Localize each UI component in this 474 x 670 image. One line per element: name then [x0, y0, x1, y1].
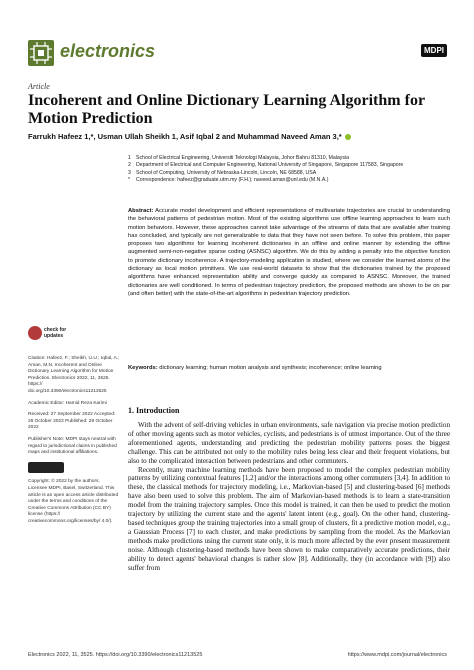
author-list [28, 132, 448, 141]
journal-logo [28, 40, 54, 66]
introduction-body [128, 421, 450, 572]
keywords [128, 364, 450, 372]
keywords-label: Keywords: [128, 365, 158, 371]
publication-dates: Received: 27 September 2022 Accepted: 26 October 2022 Published: 29 October 2022 [28, 412, 116, 431]
keywords-text: dictionary learning; human motion analysis and synthesis; incoherence; online learning [159, 365, 382, 371]
copyright: Copyright: © 2022 by the authors. Licensee MDPI, Basel, Switzerland. This article is an open access article distributed under the terms and conditions of the Creative Commons Attribution (CC BY) license (https:// creativecommons.org/licenses/by/ 4.0/). [28, 479, 119, 524]
publisher-note: Publisher's Note: MDPI stays neutral with regard to jurisdictional claims in published maps and institutional affiliations. [28, 436, 117, 456]
authors-text: Farrukh Hafeez 1,*, Usman Ullah Sheikh 1, Asif Iqbal 2 and Muhammad Naveed Aman 3,* [28, 132, 342, 141]
publisher-logo: MDPI [421, 44, 447, 57]
sidebar [28, 356, 120, 530]
section-heading: 1. Introduction [128, 406, 180, 415]
paper-title: Incoherent and Online Dictionary Learning Algorithm for Motion Prediction [28, 92, 425, 127]
abstract-label: Abstract: [128, 208, 154, 214]
citation: Citation: Hafeez, F.; Sheikh, U.U.; Iqbal, A.; Aman, M.N. Incoherent and Online Dictionary Learning Algorithm for Motion Prediction. Electronics 2022, 11, 3525. https:// doi.org/10.3390/electronics11213525 [28, 356, 120, 394]
affiliation-item: 1 School of Electrical Engineering, Universiti Teknologi Malaysia, Johor Bahru 81310, Malaysia [128, 155, 349, 161]
footer-citation: Electronics 2022, 11, 3525. https://doi.org/10.3390/electronics11213525 [28, 652, 203, 658]
check-updates-badge[interactable] [28, 326, 78, 352]
academic-editor: Academic Editor: Hamid Reza Karimi [28, 400, 107, 406]
affiliation-item: 2 Department of Electrical and Computer Engineering, National University of Singapore, Singapore 117583, Singapore [128, 162, 404, 169]
footer-link[interactable]: https://www.mdpi.com/journal/electronics [347, 652, 447, 658]
affiliation-item: * Correspondence: hafeez@graduate.utm.my (F.H.); naveed.aman@unl.edu (M.N.A.) [128, 177, 329, 184]
cc-by-icon[interactable] [28, 462, 64, 473]
circuit-icon [28, 40, 54, 66]
orcid-icon[interactable] [345, 134, 351, 140]
check-updates-icon [28, 326, 42, 340]
journal-name: electronics [60, 41, 156, 61]
abstract [128, 207, 450, 298]
article-type: Article [28, 82, 50, 91]
abstract-text: Accurate model development and efficient representations of multivariate trajectories are crucial to understanding the behavioral patterns of pedestrian motion. Most of the existing algorithms use offline learning approaches to learn such motion behaviors. However, these approaches cannot take advantage of the streams of data that are available after training has concluded, and typically are not generalizable to data that they have not seen before. To solve this problem, this paper proposes two algorithms for learning incoherent dictionaries in an offline and online manner by extending the offline augmented semi-non-negative sparse coding (ASNSC) algorithm. We do this by adding a penalty into the objective function to promote dictionary incoherence. A trajectory-modeling application is studied, where we consider the learned atoms of the dictionary as local motion primitives. We use real-world datasets to show that the dictionaries trained by the proposed algorithms have enhanced representation ability and converge quickly as compared to ASNSC. Moreover, the trained dictionaries are well conditioned. In terms of pedestrian trajectory prediction, the proposed methods are shown to be on par (and often better) with the state-of-the-art algorithms in pedestrian trajectory prediction. [128, 208, 451, 297]
paragraph: Recently, many machine learning methods have been proposed to model the complex pedestrian mobility patterns by utilizing contextual features [1,2] and/or the interactions among other commuters [3,4]. In addition to these, the classical methods for trajectory modeling, i.e., Markovian-based [5] and clustering-based [6] methods have also been used to solve this problem. The aim of Markovian-based methods is to learn a state-transition model from the training trajectory samples. Once this model is trained, it can then be used to predict the motion trajectory by utilizing the current state and the agents' latent intent (e.g., goal). On the other hand, clustering-based techniques group the training trajectories into a small group of clusters, fit a predictive motion model, e.g., a Gaussian Process [7] to each cluster, and make predictions by sampling from the model. As the Markovian methods make predictions using the current state only, it is much more affected by the ever present measurement noise. Although clustering-based methods have been shown to make comparatively accurate predictions, their ability to detect agents' behavioral changes is rather slow [8]. Additionally, they (in accordance with [9]) also suffer from [128, 465, 450, 572]
paragraph: With the advent of self-driving vehicles in urban environments, safe navigation via precise motion prediction of other moving agents such as motor vehicles, cyclists, and pedestrians is of utmost importance. Out of the three aforementioned agents, understanding and predicting the pedestrian mobility patterns poses the biggest challenge. This can be attributed not only to the mobility rules being less clear and their frequent violations, but also to the complicated interaction between pedestrians and other commuters. [128, 421, 450, 465]
check-updates-label: check for updates [44, 327, 67, 339]
affiliation-item: 3 School of Computing, University of Nebraska-Lincoln, Lincoln, NE 68588, USA [128, 169, 317, 176]
affiliations [128, 155, 448, 185]
